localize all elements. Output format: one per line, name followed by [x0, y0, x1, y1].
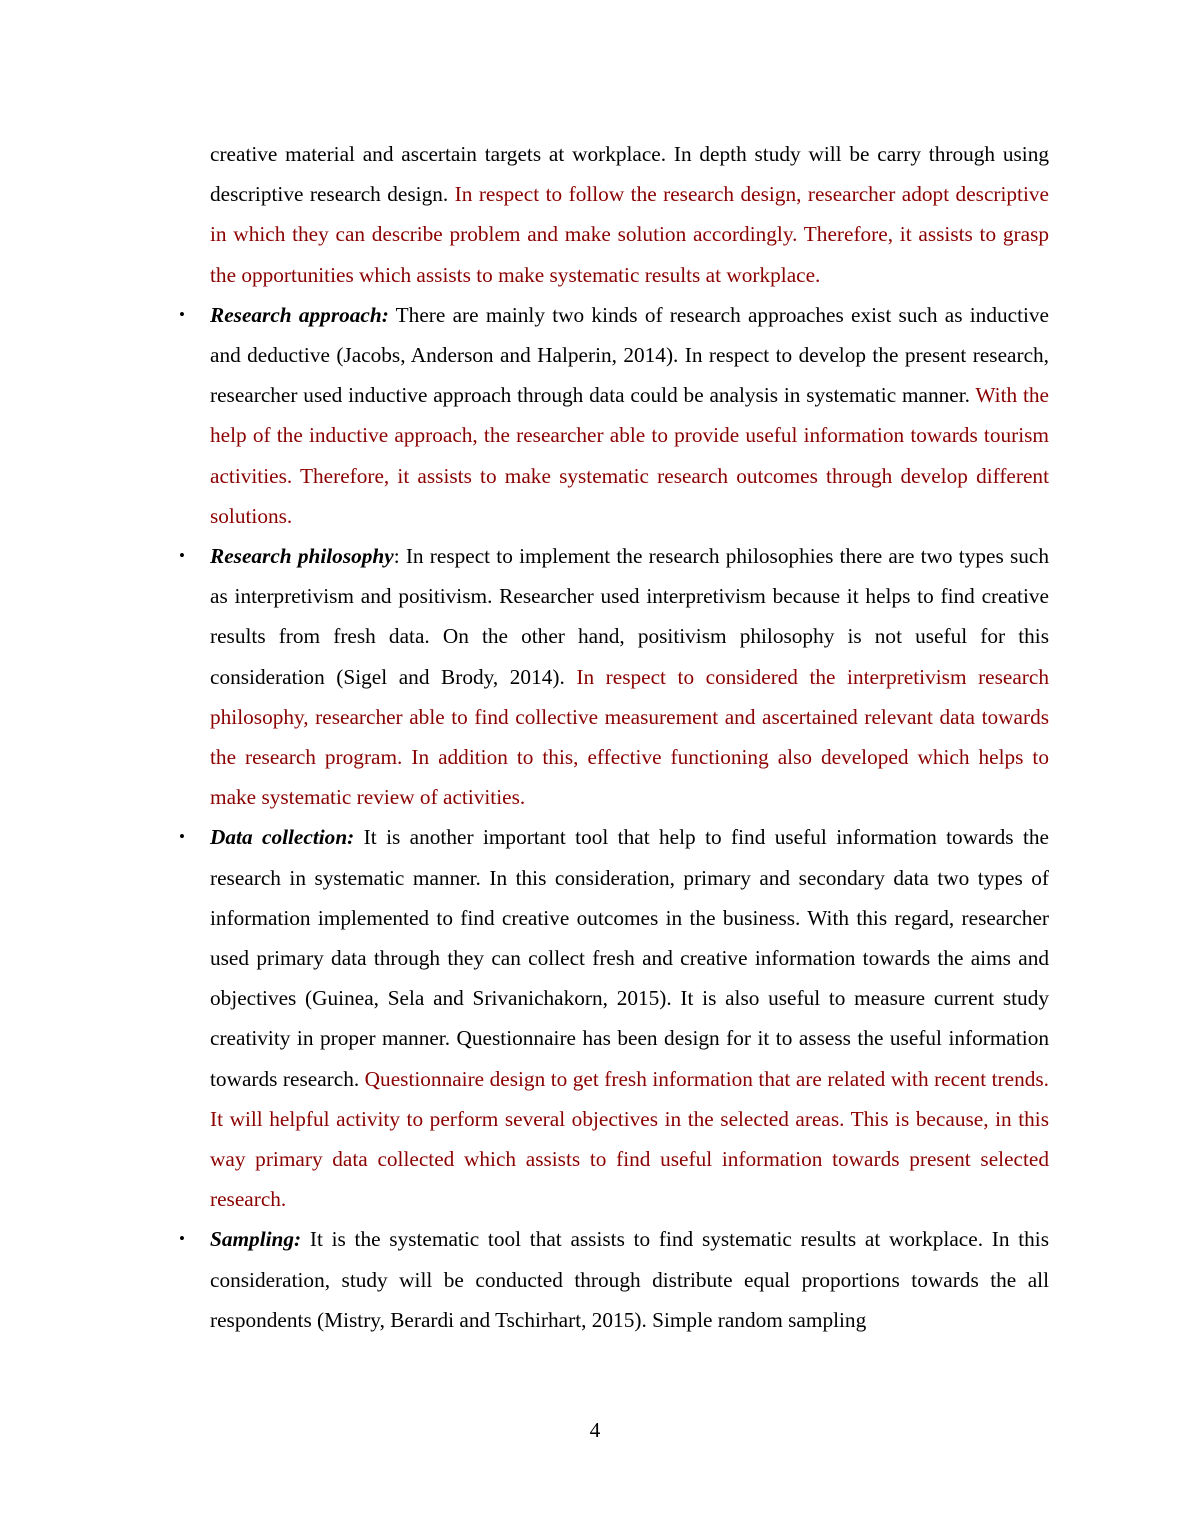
paragraph-highlight: With the help of the inductive approach, the researcher able to provide useful information towards tourism activities. Therefore, it assists to make systematic research outcomes through develop different solutions.: [210, 383, 1049, 528]
paragraph-text: There are mainly two kinds of research approaches exist such as inductive and deductive (Jacobs, Anderson and Halperin, 2014). In respect to develop the present research, researcher used inductive approach through data could be analysis in systematic manner.: [210, 302, 1050, 408]
paragraph-research-design-continued: [210, 134, 1049, 295]
paragraph-highlight: In respect to follow the research design, researcher adopt descriptive in which they can describe problem and make solution accordingly. Therefore, it assists to grasp the opportunities which assists to make systematic results at workplace.: [210, 182, 1049, 287]
page-body: [179, 134, 1050, 1340]
list-item-sampling: [179, 1219, 1049, 1340]
bullet-icon: •: [179, 546, 185, 566]
term-research-philosophy: Research philosophy: [210, 544, 394, 569]
page-number: 4: [589, 1418, 601, 1442]
paragraph-text: creative material and ascertain targets at workplace. In depth study will be carry through using descriptive research design.: [210, 142, 1049, 207]
paragraph-highlight: Questionnaire design to get fresh information that are related with recent trends. It will helpful activity to perform several objectives in the selected areas. This is because, in this way primary data collected which assists to find useful information towards present selected research.: [210, 1066, 1049, 1212]
paragraph-highlight: In respect to considered the interpretivism research philosophy, researcher able to find collective measurement and ascertained relevant data towards the research program. In addition to this, effective functioning also developed which helps to make systematic review of activities.: [210, 664, 1049, 810]
list-item-research-philosophy: [179, 536, 1049, 817]
bullet-icon: •: [179, 304, 185, 324]
paragraph-text: It is the systematic tool that assists to find systematic results at workplace. In this consideration, study will be conducted through distribute equal proportions towards the all respondents (Mistry, Berardi and Tschirhart, 2015). Simple random sampling: [210, 1227, 1049, 1332]
term-data-collection: Data collection:: [210, 825, 355, 850]
paragraph-text: In respect to implement the research philosophies there are two types such as interpretivism and positivism. Researcher used interpretivism because it helps to find creative results from fresh data. On the other hand, positivism philosophy is not useful for this consideration (Sigel and Brody, 2014).: [210, 544, 1049, 689]
list-item-research-approach: [179, 295, 1050, 536]
term-research-approach: Research approach:: [210, 302, 389, 327]
list-item-data-collection: [179, 817, 1049, 1219]
bullet-icon: •: [179, 827, 185, 847]
paragraph-text: It is another important tool that help to find useful information towards the research in systematic manner. In this consideration, primary and secondary data two types of information implemented to find creative outcomes in the business. With this regard, researcher used primary data through they can collect fresh and creative information towards the aims and objectives (Guinea, Sela and Srivanichakorn, 2015). It is also useful to measure current study creativity in proper manner. Questionnaire has been design for it to assess the useful information towards research.: [210, 825, 1049, 1091]
term-sampling: Sampling:: [210, 1227, 302, 1252]
term-suffix: :: [393, 544, 400, 569]
bullet-icon: •: [179, 1229, 185, 1249]
